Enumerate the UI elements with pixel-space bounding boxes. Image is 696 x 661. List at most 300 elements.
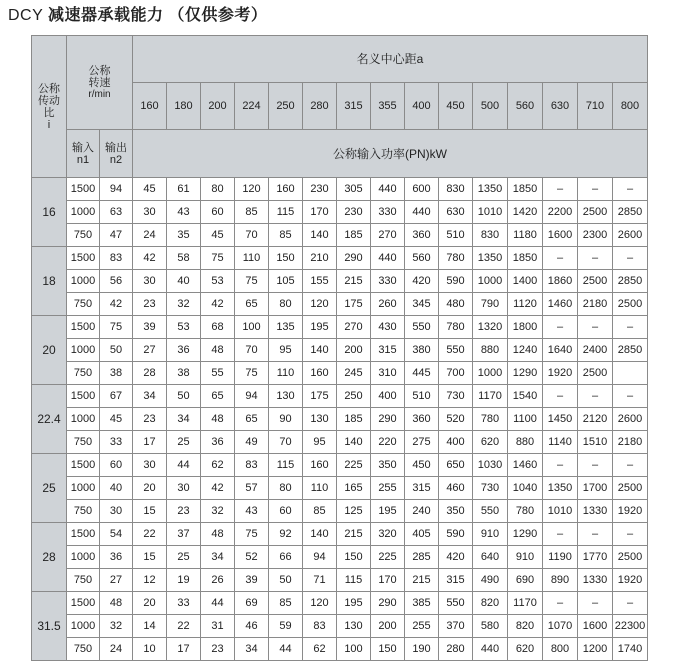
power-cell: 22 <box>167 615 201 638</box>
output-speed-header-line: 输出 <box>105 141 127 154</box>
power-cell: 34 <box>235 638 269 661</box>
power-cell: 420 <box>405 270 439 293</box>
power-cell: 38 <box>167 362 201 385</box>
power-cell: 590 <box>439 270 473 293</box>
power-cell: 17 <box>133 431 167 454</box>
power-cell: 70 <box>235 339 269 362</box>
power-cell: 120 <box>303 293 337 316</box>
power-cell: 700 <box>439 362 473 385</box>
power-cell: 75 <box>235 362 269 385</box>
table-row <box>32 477 648 500</box>
speed-header-line: 公称 <box>88 64 111 77</box>
input-speed-cell: 1000 <box>67 270 100 293</box>
power-cell: 260 <box>371 293 405 316</box>
power-cell: 230 <box>303 178 337 201</box>
power-cell: 1600 <box>578 615 613 638</box>
power-cell: 380 <box>405 339 439 362</box>
table-row <box>32 431 648 454</box>
input-speed-header-line: 输入 <box>72 141 94 154</box>
power-cell: 160 <box>303 362 337 385</box>
power-cell: 30 <box>167 477 201 500</box>
power-cell: 305 <box>337 178 371 201</box>
power-cell: 39 <box>235 569 269 592</box>
table-row <box>32 500 648 523</box>
center-distance-header: 名义中心距a <box>133 36 648 83</box>
power-cell: 31 <box>201 615 235 638</box>
power-cell: 65 <box>201 385 235 408</box>
power-cell: 30 <box>133 201 167 224</box>
power-cell: 370 <box>439 615 473 638</box>
power-cell: – <box>578 316 613 339</box>
power-cell: 195 <box>337 592 371 615</box>
power-cell: 44 <box>167 454 201 477</box>
center-distance-cell: 800 <box>613 83 648 130</box>
power-cell: 2180 <box>613 431 648 454</box>
power-cell: – <box>613 592 648 615</box>
power-cell: 2180 <box>578 293 613 316</box>
power-header: 公称输入功率(PN)kW <box>133 130 648 178</box>
power-cell: 68 <box>201 316 235 339</box>
power-cell: 1920 <box>613 569 648 592</box>
ratio-cell: 25 <box>32 454 67 523</box>
table-row <box>32 201 648 224</box>
power-cell: 1200 <box>578 638 613 661</box>
power-cell: 215 <box>337 523 371 546</box>
power-cell: 135 <box>269 316 303 339</box>
power-cell: 48 <box>201 408 235 431</box>
input-speed-cell: 1500 <box>67 592 100 615</box>
table-row <box>32 247 648 270</box>
power-cell: 1330 <box>578 500 613 523</box>
power-cell: 110 <box>269 362 303 385</box>
power-cell: 20 <box>133 592 167 615</box>
power-cell: – <box>613 247 648 270</box>
power-cell: 19 <box>167 569 201 592</box>
power-cell: 780 <box>439 316 473 339</box>
power-cell: 36 <box>201 431 235 454</box>
table-row <box>32 316 648 339</box>
ratio-cell: 31.5 <box>32 592 67 661</box>
power-cell: 71 <box>303 569 337 592</box>
power-cell: 1860 <box>543 270 578 293</box>
output-speed-cell: 47 <box>100 224 133 247</box>
power-cell: 69 <box>235 592 269 615</box>
power-cell: 330 <box>371 270 405 293</box>
table-row <box>32 293 648 316</box>
ratio-cell: 22.4 <box>32 385 67 454</box>
output-speed-cell: 75 <box>100 316 133 339</box>
power-cell: 2850 <box>613 201 648 224</box>
output-speed-header-line: n2 <box>109 153 123 166</box>
power-cell: 130 <box>303 408 337 431</box>
power-cell: 28 <box>133 362 167 385</box>
power-cell: 12 <box>133 569 167 592</box>
power-cell: 42 <box>201 293 235 316</box>
input-speed-cell: 750 <box>67 431 100 454</box>
power-cell: 95 <box>269 339 303 362</box>
power-cell: 23 <box>133 408 167 431</box>
power-cell: 630 <box>439 201 473 224</box>
capacity-table <box>31 35 648 661</box>
power-cell: 185 <box>337 408 371 431</box>
output-speed-cell: 56 <box>100 270 133 293</box>
power-cell: 22 <box>133 523 167 546</box>
table-row <box>32 546 648 569</box>
power-cell: – <box>543 316 578 339</box>
power-cell: 1010 <box>473 201 508 224</box>
power-cell: 600 <box>405 178 439 201</box>
output-speed-cell: 36 <box>100 546 133 569</box>
power-cell: 910 <box>473 523 508 546</box>
output-speed-cell: 54 <box>100 523 133 546</box>
power-cell: 590 <box>439 523 473 546</box>
power-cell: 1140 <box>543 431 578 454</box>
power-cell: 17 <box>167 638 201 661</box>
power-cell: 460 <box>439 477 473 500</box>
power-cell: 650 <box>439 454 473 477</box>
power-cell: 315 <box>439 569 473 592</box>
power-cell: 43 <box>167 201 201 224</box>
power-cell: – <box>543 523 578 546</box>
power-cell: 440 <box>405 201 439 224</box>
center-distance-cell: 500 <box>473 83 508 130</box>
power-cell: 225 <box>337 454 371 477</box>
power-cell: 48 <box>201 523 235 546</box>
power-cell: 140 <box>337 431 371 454</box>
power-cell: 830 <box>473 224 508 247</box>
table-row <box>32 569 648 592</box>
power-cell: 210 <box>303 247 337 270</box>
power-cell: 25 <box>167 546 201 569</box>
power-cell: 24 <box>133 224 167 247</box>
power-cell: 110 <box>235 247 269 270</box>
power-cell: 92 <box>269 523 303 546</box>
power-cell: 1170 <box>508 592 543 615</box>
output-speed-cell: 27 <box>100 569 133 592</box>
power-cell: 820 <box>508 615 543 638</box>
center-distance-cell: 315 <box>337 83 371 130</box>
power-cell: 53 <box>167 316 201 339</box>
power-cell: 30 <box>133 454 167 477</box>
power-cell: 450 <box>405 454 439 477</box>
power-cell: 110 <box>303 477 337 500</box>
power-cell: 115 <box>269 201 303 224</box>
power-cell: 60 <box>269 500 303 523</box>
input-speed-cell: 1500 <box>67 523 100 546</box>
power-cell: 490 <box>473 569 508 592</box>
output-speed-cell: 32 <box>100 615 133 638</box>
input-speed-cell: 750 <box>67 569 100 592</box>
power-cell: 140 <box>303 339 337 362</box>
power-cell: 190 <box>405 638 439 661</box>
power-cell: 1030 <box>473 454 508 477</box>
center-distance-cell: 710 <box>578 83 613 130</box>
power-cell: 1070 <box>543 615 578 638</box>
ratio-cell: 18 <box>32 247 67 316</box>
center-distance-cell: 400 <box>405 83 439 130</box>
power-cell: 1330 <box>578 569 613 592</box>
power-cell: 57 <box>235 477 269 500</box>
power-cell: 65 <box>235 408 269 431</box>
power-cell: 10 <box>133 638 167 661</box>
center-distance-cell: 160 <box>133 83 167 130</box>
power-cell: 115 <box>337 569 371 592</box>
input-speed-header-line: n1 <box>76 153 90 166</box>
power-cell: 2500 <box>578 362 613 385</box>
power-cell: 800 <box>543 638 578 661</box>
power-cell: 2200 <box>543 201 578 224</box>
power-cell: 83 <box>303 615 337 638</box>
power-cell: 550 <box>405 316 439 339</box>
speed-header-unit: r/min <box>88 88 111 100</box>
power-cell: 100 <box>235 316 269 339</box>
power-cell: 1000 <box>473 362 508 385</box>
power-cell: 65 <box>235 293 269 316</box>
power-cell: 270 <box>371 224 405 247</box>
power-cell: 45 <box>201 224 235 247</box>
speed-header <box>67 36 133 130</box>
power-cell: 83 <box>235 454 269 477</box>
power-cell: 400 <box>439 431 473 454</box>
power-cell: 550 <box>439 592 473 615</box>
power-cell: 90 <box>269 408 303 431</box>
power-cell: 1040 <box>508 477 543 500</box>
power-cell: 580 <box>473 615 508 638</box>
power-cell: 255 <box>371 477 405 500</box>
power-cell: 360 <box>405 224 439 247</box>
power-cell: 215 <box>337 270 371 293</box>
power-cell: 350 <box>439 500 473 523</box>
power-cell: 2850 <box>613 339 648 362</box>
output-speed-cell: 60 <box>100 454 133 477</box>
power-cell: 150 <box>269 247 303 270</box>
power-cell: 400 <box>371 385 405 408</box>
power-cell: 175 <box>337 293 371 316</box>
power-cell: 360 <box>405 408 439 431</box>
power-cell: 1920 <box>543 362 578 385</box>
power-cell: 405 <box>405 523 439 546</box>
power-cell: 1400 <box>508 270 543 293</box>
power-cell: 550 <box>439 339 473 362</box>
input-speed-cell: 1000 <box>67 339 100 362</box>
power-cell: 1120 <box>508 293 543 316</box>
table-row <box>32 523 648 546</box>
power-cell: 275 <box>405 431 439 454</box>
power-cell: 230 <box>337 201 371 224</box>
power-cell: 1770 <box>578 546 613 569</box>
power-cell: 35 <box>167 224 201 247</box>
power-cell: – <box>543 454 578 477</box>
power-cell: 215 <box>405 569 439 592</box>
power-cell: 330 <box>371 201 405 224</box>
power-cell: – <box>543 178 578 201</box>
power-cell: 1290 <box>508 362 543 385</box>
input-speed-header <box>67 130 100 178</box>
ratio-cell: 28 <box>32 523 67 592</box>
power-cell: 255 <box>405 615 439 638</box>
power-cell: 50 <box>269 569 303 592</box>
table-row <box>32 454 648 477</box>
power-cell: 250 <box>337 385 371 408</box>
ratio-cell: 20 <box>32 316 67 385</box>
power-cell: 95 <box>303 431 337 454</box>
power-cell: 1350 <box>473 178 508 201</box>
power-cell: 440 <box>371 247 405 270</box>
power-cell: 1510 <box>578 431 613 454</box>
input-speed-cell: 1000 <box>67 201 100 224</box>
output-speed-cell: 24 <box>100 638 133 661</box>
output-speed-cell: 45 <box>100 408 133 431</box>
power-cell: 2500 <box>613 477 648 500</box>
power-cell: 385 <box>405 592 439 615</box>
power-cell: 880 <box>508 431 543 454</box>
power-cell: 220 <box>371 431 405 454</box>
table-row <box>32 615 648 638</box>
power-cell: 1000 <box>473 270 508 293</box>
power-cell: 315 <box>405 477 439 500</box>
input-speed-cell: 750 <box>67 224 100 247</box>
power-cell: 62 <box>303 638 337 661</box>
input-speed-cell: 1500 <box>67 178 100 201</box>
power-cell: 780 <box>473 408 508 431</box>
power-cell: 75 <box>235 270 269 293</box>
power-cell: 44 <box>201 592 235 615</box>
power-cell: 245 <box>337 362 371 385</box>
page-title <box>8 2 267 25</box>
power-cell: 2600 <box>613 408 648 431</box>
power-cell: 1190 <box>543 546 578 569</box>
power-cell: 1350 <box>543 477 578 500</box>
power-cell: 42 <box>201 477 235 500</box>
power-cell: 1700 <box>578 477 613 500</box>
power-cell: 2500 <box>578 201 613 224</box>
power-cell: 40 <box>167 270 201 293</box>
power-cell: 155 <box>303 270 337 293</box>
power-cell: 80 <box>269 477 303 500</box>
power-cell: – <box>578 385 613 408</box>
center-distance-cell: 224 <box>235 83 269 130</box>
center-distance-cell: 250 <box>269 83 303 130</box>
input-speed-cell: 750 <box>67 500 100 523</box>
power-cell: 1740 <box>613 638 648 661</box>
power-cell: 290 <box>371 408 405 431</box>
output-speed-cell: 94 <box>100 178 133 201</box>
power-cell: 33 <box>167 592 201 615</box>
power-cell: 75 <box>235 523 269 546</box>
power-cell: 75 <box>201 247 235 270</box>
input-speed-cell: 1500 <box>67 454 100 477</box>
power-cell: 25 <box>167 431 201 454</box>
power-cell: 70 <box>269 431 303 454</box>
input-speed-cell: 750 <box>67 293 100 316</box>
power-cell: 285 <box>405 546 439 569</box>
output-speed-cell: 83 <box>100 247 133 270</box>
output-speed-cell: 30 <box>100 500 133 523</box>
output-speed-cell: 50 <box>100 339 133 362</box>
power-cell: 1460 <box>508 454 543 477</box>
power-cell: 420 <box>439 546 473 569</box>
table-row <box>32 224 648 247</box>
power-cell: 520 <box>439 408 473 431</box>
power-cell: 880 <box>473 339 508 362</box>
power-cell: 1600 <box>543 224 578 247</box>
power-cell: 430 <box>371 316 405 339</box>
power-cell: 42 <box>133 247 167 270</box>
power-cell: 445 <box>405 362 439 385</box>
power-cell: 550 <box>473 500 508 523</box>
power-cell: 120 <box>235 178 269 201</box>
power-cell: 140 <box>303 224 337 247</box>
power-cell: 53 <box>201 270 235 293</box>
power-cell: 36 <box>167 339 201 362</box>
input-speed-cell: 1000 <box>67 408 100 431</box>
power-cell: 46 <box>235 615 269 638</box>
title-note: （仅供参考） <box>168 7 268 24</box>
power-cell: – <box>578 247 613 270</box>
power-cell: 2300 <box>578 224 613 247</box>
input-speed-cell: 1500 <box>67 385 100 408</box>
power-cell: 730 <box>439 385 473 408</box>
power-cell: 1800 <box>508 316 543 339</box>
power-cell: – <box>613 454 648 477</box>
power-cell: 32 <box>201 500 235 523</box>
power-cell: 85 <box>235 201 269 224</box>
title-prefix: DCY <box>8 7 43 24</box>
power-cell: 48 <box>201 339 235 362</box>
power-cell: 270 <box>337 316 371 339</box>
power-cell: – <box>543 247 578 270</box>
input-speed-cell: 1000 <box>67 477 100 500</box>
output-speed-header <box>100 130 133 178</box>
power-cell: 60 <box>201 201 235 224</box>
center-distance-cell: 355 <box>371 83 405 130</box>
ratio-header-line: 公称 <box>38 82 60 95</box>
input-speed-cell: 750 <box>67 638 100 661</box>
center-distance-cell: 630 <box>543 83 578 130</box>
power-cell: 780 <box>508 500 543 523</box>
power-cell: 140 <box>303 523 337 546</box>
power-cell: 830 <box>439 178 473 201</box>
power-cell: 125 <box>337 500 371 523</box>
output-speed-cell: 63 <box>100 201 133 224</box>
power-cell: 1320 <box>473 316 508 339</box>
power-cell: 37 <box>167 523 201 546</box>
output-speed-cell: 40 <box>100 477 133 500</box>
power-cell: 440 <box>371 178 405 201</box>
power-cell: 120 <box>303 592 337 615</box>
power-cell: – <box>613 385 648 408</box>
input-speed-cell: 750 <box>67 362 100 385</box>
power-cell: 58 <box>167 247 201 270</box>
power-cell: 195 <box>303 316 337 339</box>
power-cell: 44 <box>269 638 303 661</box>
power-cell: 34 <box>201 546 235 569</box>
power-cell: 15 <box>133 546 167 569</box>
power-cell: 890 <box>543 569 578 592</box>
power-cell: 94 <box>235 385 269 408</box>
power-cell: 80 <box>269 293 303 316</box>
ratio-header-line: 比 <box>43 106 55 119</box>
power-cell: 80 <box>201 178 235 201</box>
power-cell: – <box>578 454 613 477</box>
power-cell: 85 <box>269 592 303 615</box>
power-cell: 85 <box>303 500 337 523</box>
power-cell: 2500 <box>613 546 648 569</box>
power-cell: 105 <box>269 270 303 293</box>
power-cell: 70 <box>235 224 269 247</box>
power-cell: 185 <box>337 224 371 247</box>
power-cell: 1850 <box>508 178 543 201</box>
